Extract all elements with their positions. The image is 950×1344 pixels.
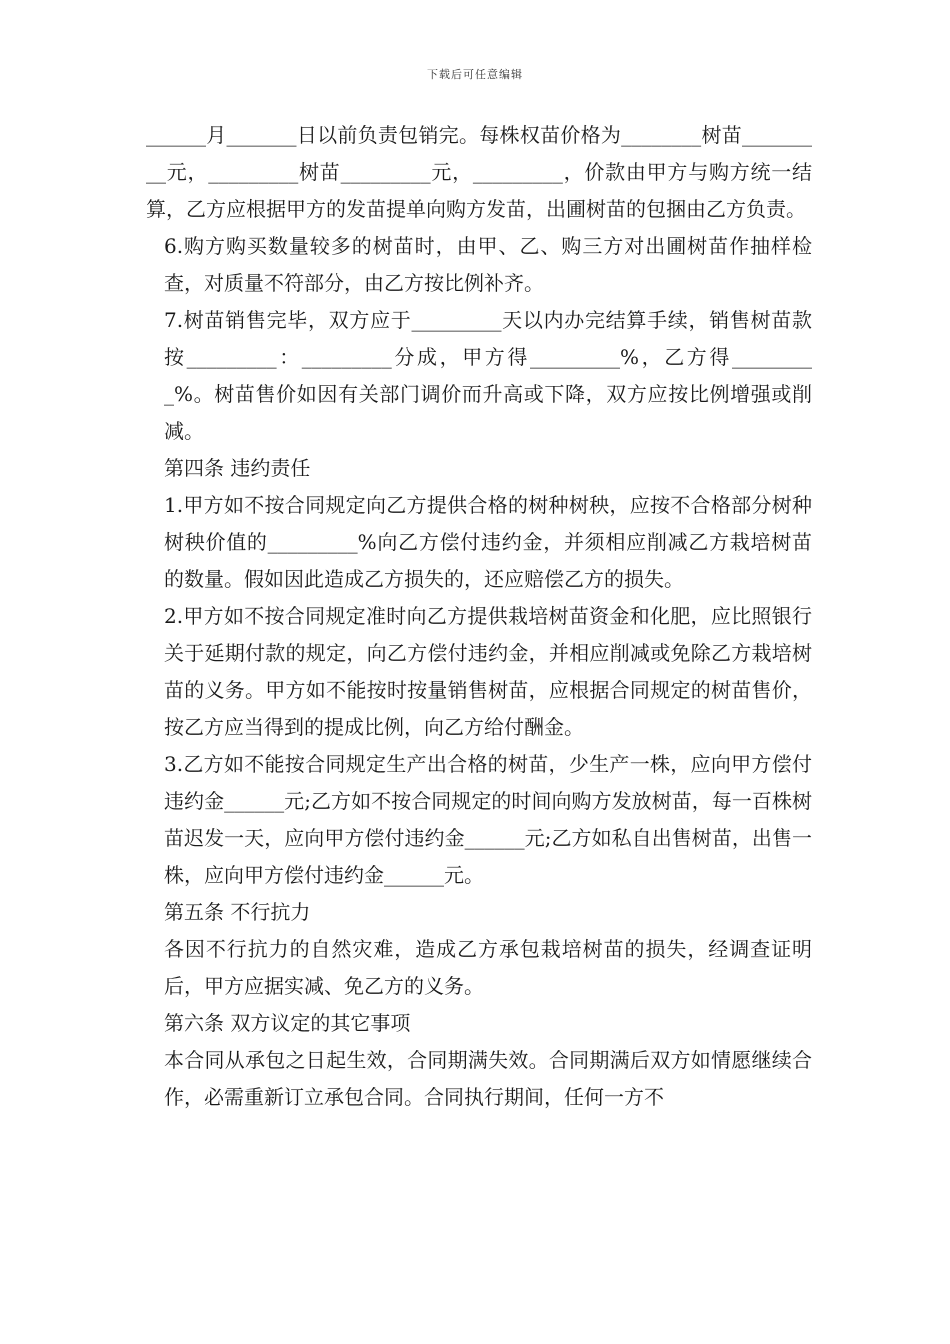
paragraph-force-majeure: 各因不行抗力的自然灾难，造成乙方承包栽培树苗的损失，经调查证明后，甲方应据实减、免乙方的义务。: [164, 937, 812, 998]
header-note: 下载后可任意编辑: [427, 68, 523, 81]
document-body: [146, 117, 812, 1116]
section-heading-6: 第六条 双方议定的其它事项: [164, 1011, 411, 1035]
paragraph-item-6: 6.购方购买数量较多的树苗时，由甲、乙、购三方对出圃树苗作抽样检查，对质量不符部分，由乙方按比例补齐。: [164, 234, 812, 295]
paragraph-item-7: 7.树苗销售完毕，双方应于_________天以内办完结算手续，销售树苗款按_________：_________分成，甲方得_________%，乙方得_________%。树苗售价如因有关部门调价而升高或下降，双方应按比例增强或削减。: [164, 308, 812, 443]
paragraph-price-terms: ______月_______日以前负责包销完。每株权苗价格为________树苗_________元，_________树苗_________元，_________，价款由甲方与购方统一结算，乙方应根据甲方的发苗提单向购方发苗，出圃树苗的包捆由乙方负责。: [146, 123, 812, 221]
paragraph-other-matters: 本合同从承包之日起生效，合同期满失效。合同期满后双方如情愿继续合作，必需重新订立承包合同。合同执行期间，任何一方不: [164, 1048, 812, 1109]
paragraph-breach-3: 3.乙方如不能按合同规定生产出合格的树苗，少生产一株，应向甲方偿付违约金______元;乙方如不按合同规定的时间向购方发放树苗，每一百株树苗迟发一天，应向甲方偿付违约金______元;乙方如私自出售树苗，出售一株，应向甲方偿付违约金______元。: [164, 752, 812, 887]
section-heading-5: 第五条 不行抗力: [164, 900, 311, 924]
paragraph-breach-2: 2.甲方如不按合同规定准时向乙方提供栽培树苗资金和化肥，应比照银行关于延期付款的规定，向乙方偿付违约金，并相应削减或免除乙方栽培树苗的义务。甲方如不能按时按量销售树苗，应根据合同规定的树苗售价，按乙方应当得到的提成比例，向乙方给付酬金。: [164, 604, 812, 739]
section-heading-4: 第四条 违约责任: [164, 456, 311, 480]
paragraph-breach-1: 1.甲方如不按合同规定向乙方提供合格的树种树秧，应按不合格部分树种树秧价值的_________%向乙方偿付违约金，并须相应削减乙方栽培树苗的数量。假如因此造成乙方损失的，还应赔偿乙方的损失。: [164, 493, 812, 591]
